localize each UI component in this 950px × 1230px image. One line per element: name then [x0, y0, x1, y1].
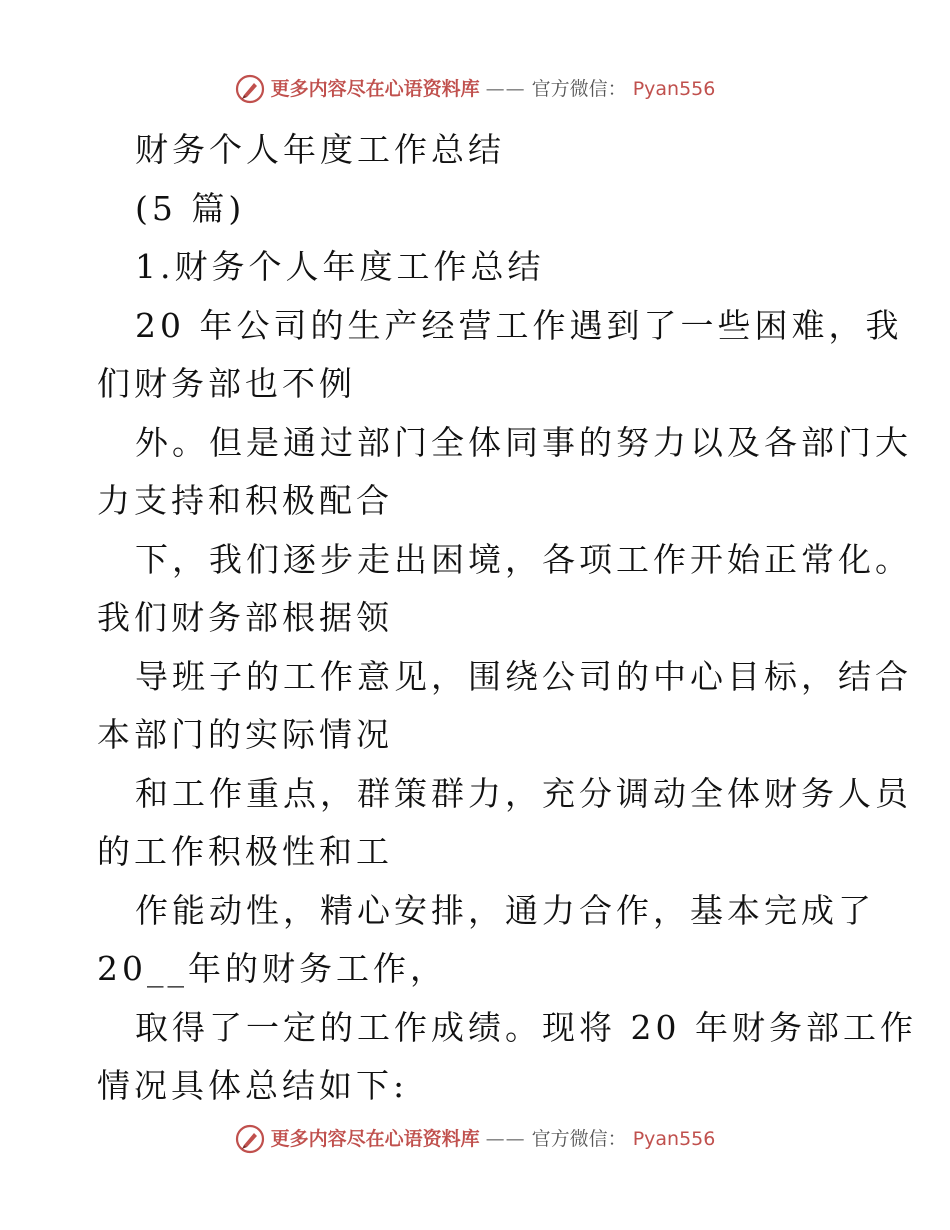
text-line: 20 年公司的生产经营工作遇到了一些困难，我 — [135, 305, 903, 345]
banner-separator: —— — [485, 78, 526, 100]
banner-site-text: 更多内容尽在心语资料库 — [270, 78, 480, 100]
text-line: 取得了一定的工作成绩。现将 20 年财务部工作 — [135, 1007, 917, 1047]
banner-wechat-id: Pyan556 — [632, 78, 716, 100]
text-line: 1.财务个人年度工作总结 — [135, 247, 545, 286]
text-line: 本部门的实际情况 — [97, 715, 393, 754]
banner-separator: —— — [485, 1128, 526, 1150]
text-line: 们财务部也不例 — [97, 364, 356, 403]
text-line: 的工作积极性和工 — [97, 832, 393, 871]
banner-wechat-label: 官方微信： — [531, 78, 627, 100]
text-line: (5 篇) — [135, 188, 246, 228]
text-line: 外。但是通过部门全体同事的努力以及各部门大 — [135, 422, 912, 462]
pen-nib-icon — [235, 74, 265, 104]
pen-nib-icon — [235, 1124, 265, 1154]
banner-wechat-label: 官方微信： — [531, 1128, 627, 1150]
text-line: 力支持和积极配合 — [97, 481, 393, 520]
text-line: 我们财务部根据领 — [97, 598, 393, 637]
text-line: 作能动性，精心安排，通力合作，基本完成了 — [135, 890, 875, 930]
text-line: 财务个人年度工作总结 — [135, 130, 505, 169]
document-body — [97, 121, 917, 1116]
text-line: 下，我们逐步走出困境，各项工作开始正常化。 — [135, 539, 912, 579]
banner-site-text: 更多内容尽在心语资料库 — [270, 1128, 480, 1150]
text-line: 情况具体总结如下: — [97, 1066, 409, 1105]
footer-banner — [0, 1124, 950, 1154]
text-line: 和工作重点，群策群力，充分调动全体财务人员 — [135, 773, 912, 813]
text-line: 20__年的财务工作， — [97, 949, 447, 988]
header-banner — [0, 74, 950, 104]
banner-wechat-id: Pyan556 — [632, 1128, 716, 1150]
text-line: 导班子的工作意见，围绕公司的中心目标，结合 — [135, 656, 912, 696]
